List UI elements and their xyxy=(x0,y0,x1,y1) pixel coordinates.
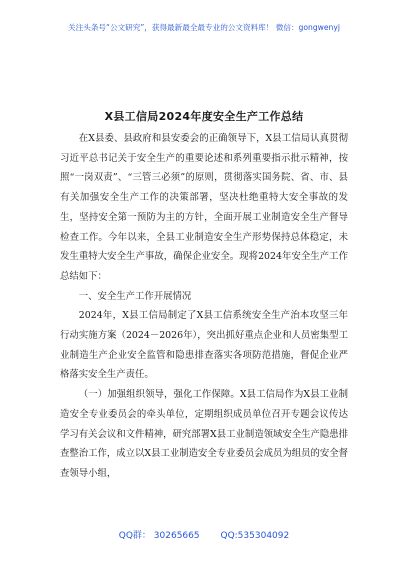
body-paragraph: （一）加强组织领导，强化工作保障。X县工信局作为X县工业制造安全专业委员会的牵头单位，定期组织成员单位召开专题会议传达学习有关会议和文件精神，研究部署X县工业制造领域安全生产隐患排查整治工作，成立以X县工业制造安全专业委员会成员为组员的安全督查领导小组， xyxy=(60,389,348,479)
qq-group-number: QQ群： 30265665 xyxy=(118,531,200,541)
document-title: X县工信局2024年度安全生产工作总结 xyxy=(104,110,304,123)
document-body xyxy=(60,129,348,484)
promo-banner: 关注头条号“公文研究”，获得最新最全最专业的公文资料库！ 微信：gongwenyj xyxy=(68,23,340,32)
section-heading: 一、安全生产工作开展情况 xyxy=(78,290,192,302)
footer-contacts xyxy=(0,528,408,541)
qq-number: QQ:535304092 xyxy=(220,531,290,541)
body-paragraph: 2024年，X县工信局制定了X县工信系统安全生产治本攻坚三年行动实施方案（2024－2026年），突出抓好重点企业和人员密集型工业制造生产企业安全监管和隐患排查落实各项防范措施，督促企业严格落实安全生产责任。 xyxy=(60,310,348,381)
intro-paragraph: 在X县委、县政府和县安委会的正确领导下，X县工信局认真贯彻习近平总书记关于安全生产的重要论述和系列重要指示批示精神，按照“一岗双责”、“三管三必须”的原则，贯彻落实国务院、省、市、县有关加强安全生产工作的决策部署，坚决杜绝重特大安全事故的发生，坚持安全第一预防为主的方针，全面开展工业制造安全生产督导检查工作。今年以来，全县工业制造安全生产形势保持总体稳定，未发生重特大安全生产事故，确保企业安全。现将2024年安全生产工作总结如下： xyxy=(60,133,348,282)
